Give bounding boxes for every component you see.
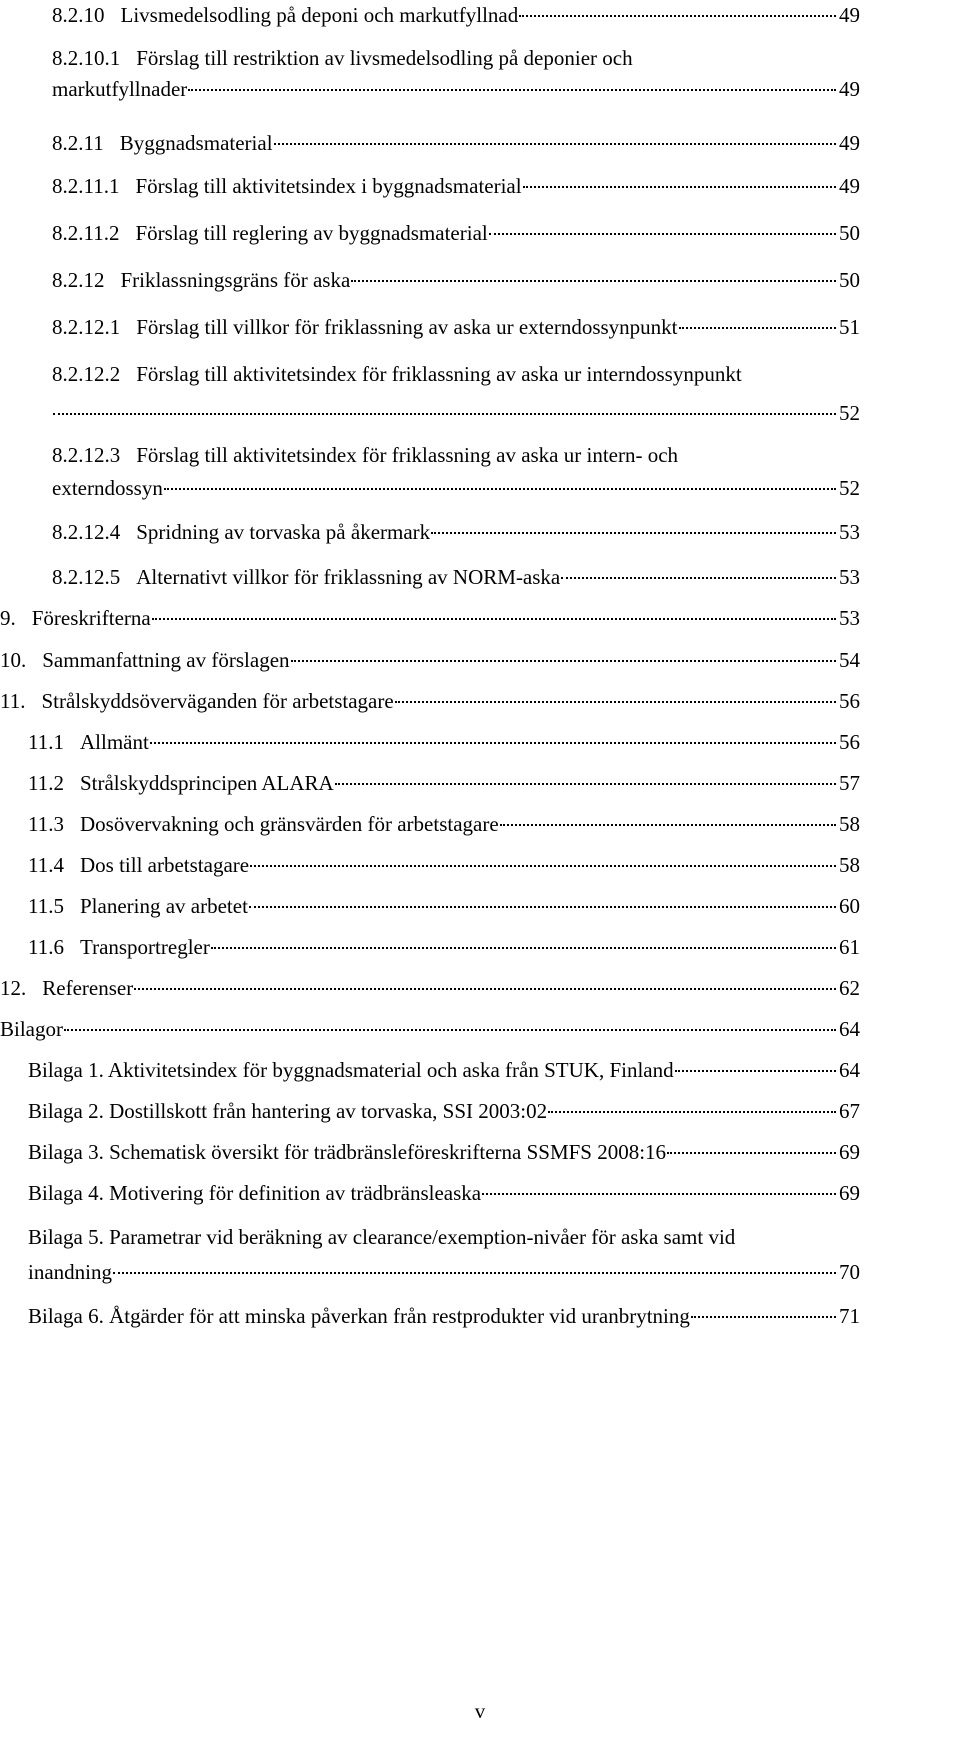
page-number-ref: 56 [839,689,860,713]
section-number: 11.5 [28,894,64,918]
section-title: Föreskrifterna [31,606,151,630]
toc-entry[interactable] [0,1137,960,1167]
page-number-ref: 53 [839,565,860,589]
section-title: Byggnadsmaterial [119,131,273,155]
dot-leader [431,532,836,534]
toc-entry-line [28,1137,860,1167]
section-number: 11.2 [28,771,64,795]
page-number-ref: 56 [839,730,860,754]
section-number: 8.2.12.2 [52,362,121,386]
section-title: Friklassningsgräns för aska [120,268,351,292]
toc-entry[interactable] [0,43,960,104]
section-title: Förslag till aktivitetsindex i byggnadsmaterial [135,174,522,198]
dot-leader [482,1193,836,1195]
section-number: 11.3 [28,812,64,836]
section-number: 10. [0,648,27,672]
toc-entry-continuation [52,473,860,503]
toc-entry-line [0,603,860,633]
section-title: Sammanfattning av förslagen [42,648,290,672]
section-title: Dos till arbetstagare [79,853,250,877]
section-title: Bilaga 2. Dostillskott från hantering av torvaska, SSI 2003:02 [28,1099,548,1123]
section-title: Allmänt [79,730,149,754]
section-title: Transportregler [79,935,210,959]
toc-entry-line [52,171,860,201]
toc-entry-line [52,440,920,470]
toc-entry[interactable] [0,1014,960,1044]
toc-entry-line [52,312,860,342]
toc-entry[interactable] [0,171,960,201]
section-title: Bilaga 1. Aktivitetsindex för byggnadsmaterial och aska från STUK, Finland [28,1058,674,1082]
section-title: Spridning av torvaska på åkermark [136,520,431,544]
page-number-ref: 49 [839,131,860,155]
toc-entry-line [28,1222,920,1252]
section-number: 11.1 [28,730,64,754]
dot-leader [691,1316,836,1318]
dot-leader [53,413,836,415]
page-number-ref: 58 [839,853,860,877]
toc-entry[interactable] [0,850,960,880]
dot-leader [291,660,836,662]
page-number-ref: 69 [839,1181,860,1205]
dot-leader [188,89,836,91]
page-number-ref: 52 [839,476,860,500]
section-title: Strålskyddsöverväganden för arbetstagare [41,689,394,713]
dot-leader [523,186,836,188]
page-number-ref: 71 [839,1304,860,1328]
dot-leader [335,783,836,785]
dot-leader [113,1272,836,1274]
page-number-ref: 50 [839,221,860,245]
section-number: 11. [0,689,26,713]
toc-entry[interactable] [0,312,960,342]
toc-entry[interactable] [0,645,960,675]
toc-entry[interactable] [0,440,960,503]
toc-entry[interactable] [0,1055,960,1085]
toc-entry-continuation [52,398,860,428]
toc-entry-line [28,1055,860,1085]
section-title: Bilagor [0,1017,63,1041]
toc-entry[interactable] [0,891,960,921]
section-number: 8.2.12.1 [52,315,121,339]
section-title-continuation: externdossyn [52,476,163,500]
toc-entry-line [52,0,860,30]
toc-entry[interactable] [0,932,960,962]
dot-leader [64,1029,836,1031]
section-title: Förslag till reglering av byggnadsmaterial [135,221,488,245]
dot-leader [164,488,836,490]
section-number: 8.2.12.3 [52,443,121,467]
section-number: 8.2.11.1 [52,174,120,198]
section-title: Bilaga 4. Motivering för definition av trädbränsleaska [28,1181,482,1205]
dot-leader [150,742,836,744]
toc-entry-line [28,809,860,839]
dot-leader [561,577,836,579]
dot-leader [249,906,836,908]
section-title: Alternativt villkor för friklassning av NORM-aska [136,565,561,589]
page-number: v [474,1699,486,1723]
section-title: Bilaga 5. Parametrar vid beräkning av clearance/exemption-nivåer för aska samt vid [28,1225,736,1249]
section-number: 12. [0,976,27,1000]
section-number: 11.4 [28,853,64,877]
toc-entry[interactable] [0,265,960,295]
toc-entry-line [52,517,860,547]
section-number: 8.2.10 [52,3,105,27]
section-title: Bilaga 3. Schematisk översikt för trädbränsleföreskrifterna SSMFS 2008:16 [28,1140,667,1164]
section-title: Referenser [42,976,134,1000]
page-number-ref: 64 [839,1017,860,1041]
page-number-ref: 52 [839,401,860,425]
toc-entry-line [52,128,860,158]
toc-entry-line [52,43,920,73]
page-number-ref: 54 [839,648,860,672]
dot-leader [351,280,836,282]
page-number-ref: 49 [839,3,860,27]
page-number-ref: 53 [839,520,860,544]
dot-leader [548,1111,836,1113]
dot-leader [250,865,836,867]
dot-leader [667,1152,836,1154]
section-title: Livsmedelsodling på deponi och markutfyllnad [120,3,519,27]
toc-entry-line [28,1301,860,1331]
dot-leader [489,233,836,235]
section-title: Bilaga 6. Åtgärder för att minska påverkan från restprodukter vid uranbrytning [28,1304,690,1328]
toc-entry[interactable] [0,768,960,798]
section-title: Planering av arbetet [79,894,248,918]
page-number-ref: 58 [839,812,860,836]
page-number-ref: 64 [839,1058,860,1082]
section-title: Förslag till aktivitetsindex för friklassning av aska ur intern- och [136,443,679,467]
toc-entry-line [52,359,920,389]
dot-leader [500,824,836,826]
section-title: Förslag till restriktion av livsmedelsodling på deponier och [136,46,633,70]
page-number-ref: 62 [839,976,860,1000]
section-number: 8.2.11 [52,131,104,155]
dot-leader [274,143,836,145]
toc-entry[interactable] [0,1178,960,1208]
page-number-ref: 49 [839,77,860,101]
dot-leader [519,15,836,17]
toc-entry-line [28,891,860,921]
toc-entry-line [0,1014,860,1044]
toc-entry[interactable] [0,562,960,592]
toc-entry-line [28,1096,860,1126]
toc-entry-line [28,1178,860,1208]
toc-entry[interactable] [0,686,960,716]
toc-entry[interactable] [0,603,960,633]
page-number-ref: 70 [839,1260,860,1284]
toc-entry-line [52,265,860,295]
section-title: Förslag till aktivitetsindex för friklassning av aska ur interndossynpunkt [136,362,742,386]
page-number-ref: 60 [839,894,860,918]
page-number-ref: 69 [839,1140,860,1164]
page-number-ref: 67 [839,1099,860,1123]
toc-entry[interactable] [0,359,960,428]
dot-leader [134,988,836,990]
toc-entry-line [0,686,860,716]
section-number: 8.2.12.5 [52,565,121,589]
dot-leader [152,618,836,620]
section-title-continuation: inandning [28,1260,112,1284]
toc-entry-line [52,218,860,248]
section-number: 11.6 [28,935,64,959]
dot-leader [679,327,836,329]
section-number: 8.2.12.4 [52,520,121,544]
toc-entry-line [28,768,860,798]
toc-entry[interactable] [0,1096,960,1126]
section-title: Förslag till villkor för friklassning av aska ur externdossynpunkt [136,315,678,339]
page-number-ref: 53 [839,606,860,630]
section-title-continuation: markutfyllnader [52,77,188,101]
toc-entry[interactable] [0,517,960,547]
toc-entry[interactable] [0,973,960,1003]
section-title: Dosövervakning och gränsvärden för arbetstagare [79,812,499,836]
toc-entry[interactable] [0,809,960,839]
section-number: 9. [0,606,16,630]
dot-leader [211,947,836,949]
toc-entry-line [28,727,860,757]
page-number-ref: 50 [839,268,860,292]
section-number: 8.2.10.1 [52,46,121,70]
toc-entry-continuation [52,74,860,104]
toc-entry-continuation [28,1257,860,1287]
toc-entry-line [52,562,860,592]
page-number-ref: 49 [839,174,860,198]
dot-leader [675,1070,836,1072]
page-number-ref: 57 [839,771,860,795]
section-title: Strålskyddsprincipen ALARA [79,771,334,795]
toc-entry[interactable] [0,1222,960,1287]
toc-entry-line [28,932,860,962]
toc-entry-line [0,973,860,1003]
toc-entry[interactable] [0,128,960,158]
toc-entry[interactable] [0,0,960,30]
toc-entry[interactable] [0,727,960,757]
section-number: 8.2.11.2 [52,221,120,245]
page-number-ref: 61 [839,935,860,959]
toc-entry-line [0,645,860,675]
toc-entry-line [28,850,860,880]
toc-entry[interactable] [0,1301,960,1331]
section-number: 8.2.12 [52,268,105,292]
toc-entry[interactable] [0,218,960,248]
dot-leader [395,701,836,703]
page-number-ref: 51 [839,315,860,339]
